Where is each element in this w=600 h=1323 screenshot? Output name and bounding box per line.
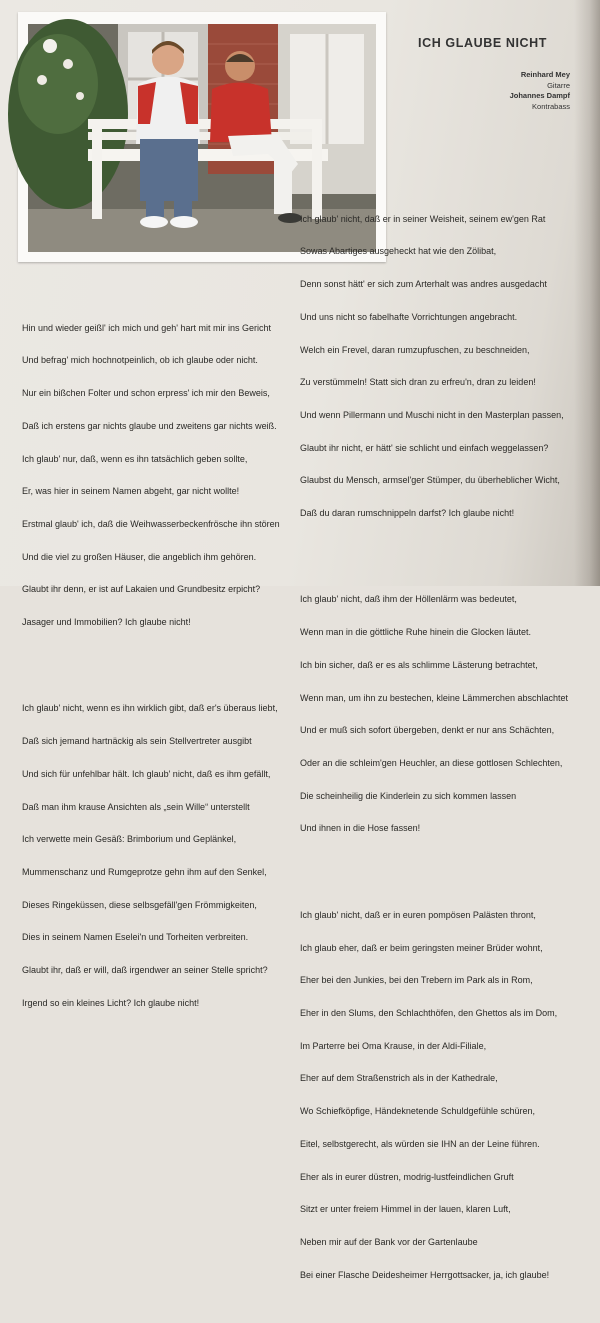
lyric-line: Daß du daran rumschnippeln darfst? Ich glaube nicht! [300,508,515,519]
lyric-line: Welch ein Frevel, daran rumzupfuschen, zu beschneiden, [300,344,530,355]
lyric-line: Hin und wieder geißl' ich mich und geh' hart mit mir ins Gericht [22,322,272,333]
lyric-line: Sitzt er unter freiem Himmel in der lauen, klaren Luft, [300,1204,511,1215]
lyrics-stanza [300,888,568,1302]
credit-role: Kontrabass [532,101,570,111]
lyrics-stanza [300,192,568,541]
lyric-line: Die scheinheilig die Kinderlein zu sich kommen lassen [300,790,517,801]
lyric-line: Eher als in eurer düstren, modrig-lustfeindlichen Gruft [300,1171,514,1182]
lyric-line: Im Parterre bei Oma Krause, in der Aldi-Filiale, [300,1040,487,1051]
lyrics-stanza [22,682,280,1031]
lyric-line: Mummenschanz und Rumgeprotze gehn ihm auf den Senkel, [22,867,267,878]
lyric-line: Er, was hier in seinem Namen abgeht, gar nicht wollte! [22,486,240,497]
lyric-line: Irgend so ein kleines Licht? Ich glaube nicht! [22,997,200,1008]
lyric-line: Eher auf dem Straßenstrich als in der Kathedrale, [300,1073,498,1084]
lyric-line: Wenn man in die göttliche Ruhe hinein die Glocken läutet. [300,627,531,638]
booklet-spine-shadow [574,0,600,586]
song-title: ICH GLAUBE NICHT [418,36,548,50]
lyric-line: Und wenn Pillermann und Muschi nicht in den Masterplan passen, [300,409,564,420]
lyric-line: Eher bei den Junkies, bei den Trebern im Park als in Rom, [300,975,533,986]
lyric-line: Und ihnen in die Hose fassen! [300,823,421,834]
lyric-line: Ich glaub eher, daß er beim geringsten meiner Brüder wohnt, [300,942,543,953]
lyric-line: Ich verwette mein Gesäß: Brimborium und Geplänkel, [22,834,237,845]
lyric-line: Glaubt ihr nicht, er hätt' sie schlicht und einfach weggelassen? [300,442,549,453]
lyric-line: Dieses Ringeküssen, diese selbsgefäll'gen Frömmigkeiten, [22,899,257,910]
lyric-line: Glaubst du Mensch, armsel'ger Stümper, du überheblicher Wicht, [300,475,560,486]
lyrics-left-column [22,279,280,1052]
lyric-line: Glaubt ihr denn, er ist auf Lakaien und Grundbesitz erpicht? [22,584,261,595]
lyric-line: Daß ich erstens gar nichts glaube und zweitens gar nichts weiß. [22,420,277,431]
credit-name: Reinhard Mey [520,70,570,79]
lyric-line: Ich glaub' nur, daß, wenn es ihn tatsächlich geben sollte, [22,453,248,464]
lyric-line: Ich glaub' nicht, daß ihm der Höllenlärm was bedeutet, [300,594,517,605]
lyrics-right-column [300,170,568,1323]
lyric-line: Nur ein bißchen Folter und schon erpress' ich mir den Beweis, [22,388,270,399]
lyric-line: Und die viel zu großen Häuser, die angeblich ihm gehören. [22,551,257,562]
lyric-line: Ich glaub' nicht, wenn es ihn wirklich gibt, daß er's überaus liebt, [22,703,278,714]
lyric-line: Dies in seinem Namen Eselei'n und Torheiten verbreiten. [22,932,249,943]
lyric-line: Ich bin sicher, daß er es als schlimme Lästerung betrachtet, [300,659,538,670]
lyric-line: Erstmal glaub' ich, daß die Weihwasserbeckenfrösche ihn stören [22,518,280,529]
lyric-line: Daß man ihm krause Ansichten als „sein Wille“ unterstellt [22,801,250,812]
lyric-line: Denn sonst hätt' er sich zum Arterhalt was andres ausgedacht [300,279,547,290]
lyric-line: Und er muß sich sofort übergeben, denkt er nur ans Schächten, [300,725,555,736]
lyric-line: Neben mir auf der Bank vor der Gartenlaube [300,1237,478,1247]
lyric-line: Ich glaub' nicht, daß er in seiner Weisheit, seinem ew'gen Rat [300,213,546,224]
lyrics-stanza [300,573,568,857]
credit-role: Gitarre [547,80,570,90]
credit-name: Johannes Dampf [509,91,570,100]
lyric-line: Wo Schiefköpfige, Händeknetende Schuldgefühle schüren, [300,1106,535,1117]
lyric-line: Wenn man, um ihn zu bestechen, kleine Lämmerchen abschlachtet [300,692,568,703]
lyric-line: Und befrag' mich hochnotpeinlich, ob ich glaube oder nicht. [22,355,258,366]
lyric-line: Sowas Abartiges ausgeheckt hat wie den Zölibat, [300,246,497,257]
lyric-line: Ich glaub' nicht, daß er in euren pompösen Palästen thront, [300,909,536,920]
lyric-line: Zu verstümmeln! Statt sich dran zu erfreu'n, dran zu leiden! [300,377,536,388]
lyric-line: Eitel, selbstgerecht, als würden sie IHN an der Leine führen. [300,1138,540,1149]
lyric-line: Oder an die schleim'gen Heuchler, an diese gottlosen Schlechten, [300,758,563,769]
lyric-line: Jasager und Immobilien? Ich glaube nicht! [22,617,191,628]
lyric-line: Glaubt ihr, daß er will, daß irgendwer an seiner Stelle spricht? [22,965,268,976]
lyric-line: Eher in den Slums, den Schlachthöfen, den Ghettos als im Dom, [300,1007,558,1018]
lyric-line: Bei einer Flasche Deidesheimer Herrgottsacker, ja, ich glaube! [300,1269,550,1280]
lyric-line: Daß sich jemand hartnäckig als sein Stellvertreter ausgibt [22,736,252,747]
lyric-line: Und sich für unfehlbar hält. Ich glaub' nicht, daß es ihm gefällt, [22,768,271,779]
credits [430,70,570,112]
lyrics-stanza [22,301,280,650]
lyric-line: Und uns nicht so fabelhafte Vorrichtungen angebracht. [300,311,518,322]
